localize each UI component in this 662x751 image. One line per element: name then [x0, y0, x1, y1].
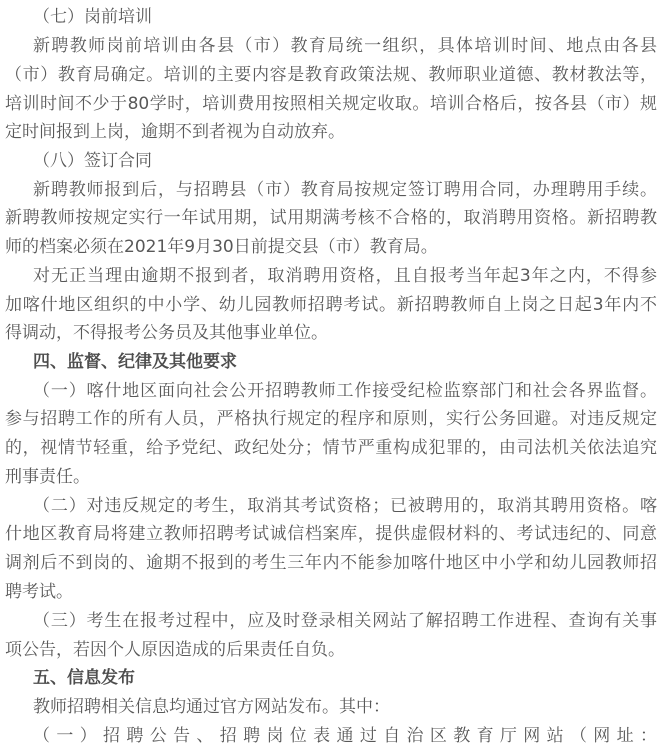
section-heading-info-release: 五、信息发布: [33, 668, 135, 688]
subheading-pre-job-training: （七）岗前培训: [33, 7, 152, 27]
paragraph-line: 新聘教师按规定实行一年试用期，试用期满考核不合格的，取消聘用资格。新招聘教: [5, 208, 657, 228]
paragraph-line: 的，视情节轻重，给予党纪、政纪处分；情节严重构成犯罪的，由司法机关依法追究: [5, 438, 657, 458]
paragraph-line: （市）教育局确定。培训的主要内容是教育政策法规、教师职业道德、教材教法等，: [5, 65, 657, 85]
paragraph-line: （一）喀什地区面向社会公开招聘教师工作接受纪检监察部门和社会各界监督。: [33, 381, 657, 401]
paragraph-line: （三）考生在报考过程中，应及时登录相关网站了解招聘工作进程、查询有关事: [33, 611, 657, 631]
paragraph-line: 什地区教育局将建立教师招聘考试诚信档案库，提供虚假材料的、考试违纪的、同意: [5, 524, 657, 544]
paragraph-line: 得调动，不得报考公务员及其他事业单位。: [5, 323, 328, 343]
subheading-sign-contract: （八）签订合同: [33, 151, 152, 171]
paragraph-line: 调剂后不到岗的、逾期不报到的考生三年内不能参加喀什地区中小学和幼儿园教师招: [5, 553, 657, 573]
paragraph-line: 新聘教师岗前培训由各县（市）教育局统一组织，具体培训时间、地点由各县: [33, 36, 657, 56]
paragraph-line: 新聘教师报到后，与招聘县（市）教育局按规定签订聘用合同，办理聘用手续。: [33, 180, 657, 200]
paragraph-line: 加喀什地区组织的中小学、幼儿园教师招聘考试。新招聘教师自上岗之日起3年内不: [5, 295, 657, 315]
paragraph-line: 参与招聘工作的所有人员，严格执行规定的程序和原则，实行公务回避。对违反规定: [5, 409, 657, 429]
paragraph-line: 刑事责任。: [5, 467, 90, 487]
paragraph-line: 聘考试。: [5, 582, 73, 602]
paragraph-line: （二）对违反规定的考生，取消其考试资格；已被聘用的，取消其聘用资格。喀: [33, 496, 657, 516]
paragraph-line: 对无正当理由逾期不报到者，取消聘用资格，且自报考当年起3年之内，不得参: [33, 266, 657, 286]
paragraph-line: （一）招聘公告、招聘岗位表通过自治区教育厅网站（网址：: [33, 726, 657, 746]
paragraph-line: 项公告，若因个人原因造成的后果责任自负。: [5, 640, 345, 660]
paragraph-line: 培训时间不少于80学时，培训费用按照相关规定收取。培训合格后，按各县（市）规: [5, 94, 657, 114]
paragraph-line: 教师招聘相关信息均通过官方网站发布。其中：: [33, 697, 390, 717]
paragraph-line: 定时间报到上岗，逾期不到者视为自动放弃。: [5, 122, 345, 142]
section-heading-supervision: 四、监督、纪律及其他要求: [33, 352, 237, 372]
paragraph-line: 师的档案必须在2021年9月30日前提交县（市）教育局。: [5, 237, 438, 257]
